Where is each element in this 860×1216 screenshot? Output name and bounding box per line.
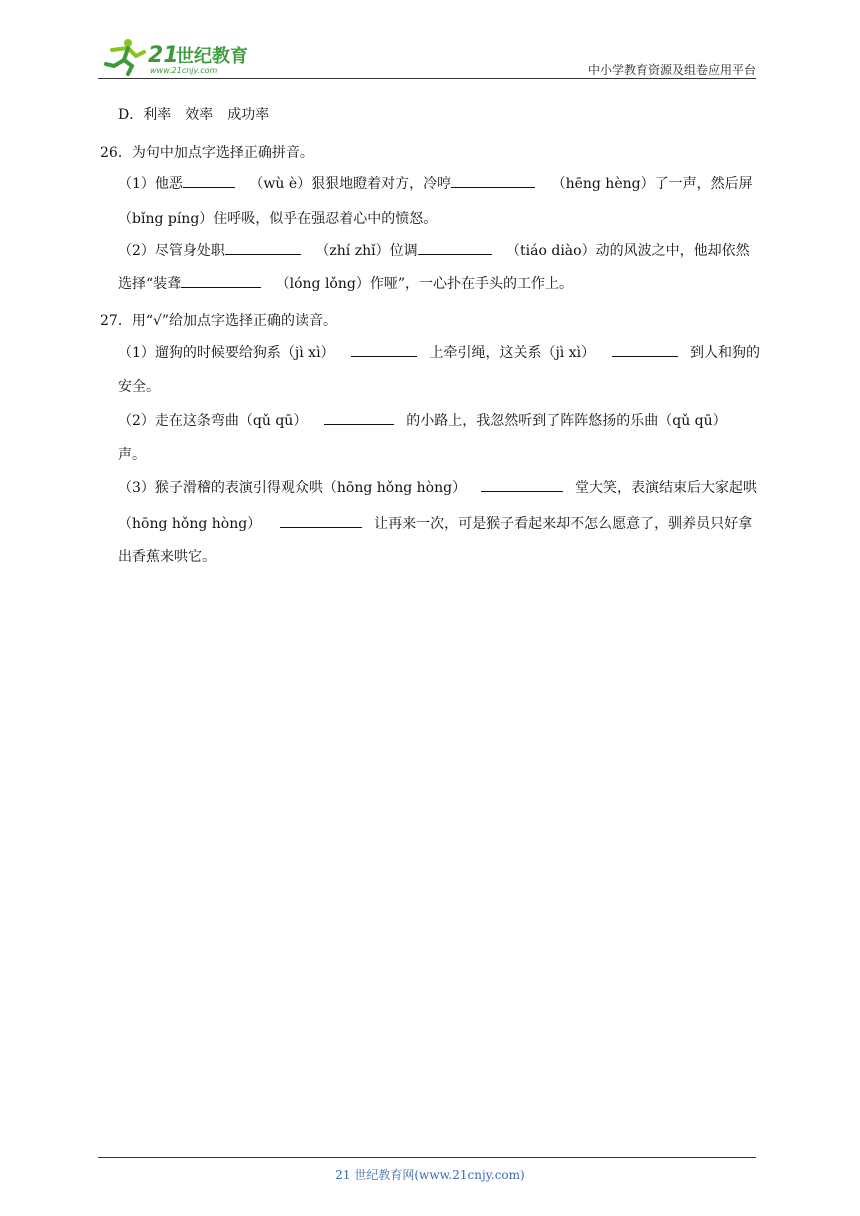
q27-title: 27．用“√”给加点字选择正确的读音。 [100,313,338,329]
runner-icon [106,39,144,74]
svg-text:世纪教育: 世纪教育 [176,46,248,67]
q26-title: 26．为句中加点字选择正确拼音。 [100,145,314,161]
q27-part2-line2: 声。 [118,447,146,463]
q27-part1-line1: （1）遛狗的时候要给狗系（jì xì） 上牵引绳，这关系（jì xì） 到人和狗的 [118,342,760,362]
q26-part2-line2: 选择“装聋 （lóng lǒng）作哑”，一心扑在手头的工作上。 [118,273,573,293]
q27-part2-line1: （2）走在这条弯曲（qǔ qū） 的小路上，我忽然听到了阵阵悠扬的乐曲（qǔ qū） [118,410,727,430]
footer-link-text[interactable]: 21 世纪教育网(www.21cnjy.com) [335,1168,525,1182]
header-divider [98,78,756,79]
svg-text:21: 21 [148,43,179,68]
q26-part1-line2: （bǐng píng）住呼吸，似乎在强忍着心中的愤怒。 [118,211,438,227]
page-header [98,36,758,78]
q27-part3-line3: 出香蕉来哄它。 [118,549,216,565]
q25-option-d: D．利率 效率 成功率 [118,107,270,123]
footer-divider [98,1157,756,1158]
q26-part1-line1: （1）他恶 （wù è）狠狠地瞪着对方，冷哼 （hēng hèng）了一声，然后屏 [118,173,753,193]
q27-part3-line2: （hōng hǒng hòng） 让再来一次，可是猴子看起来却不怎么愿意了，驯养员只好拿 [118,513,752,533]
q27-part1-line2: 安全。 [118,379,160,395]
svg-text:www.21cnjy.com: www.21cnjy.com [150,66,218,75]
q27-part3-line1: （3）猴子滑稽的表演引得观众哄（hōng hǒng hòng） 堂大笑，表演结束后大家起哄 [118,477,757,497]
q26-part2-line1: （2）尽管身处职 （zhí zhǐ）位调 （tiáo diào）动的风波之中，他却依然 [118,240,750,260]
site-logo [98,36,268,76]
header-platform-text: 中小学教育资源及组卷应用平台 [587,63,756,77]
